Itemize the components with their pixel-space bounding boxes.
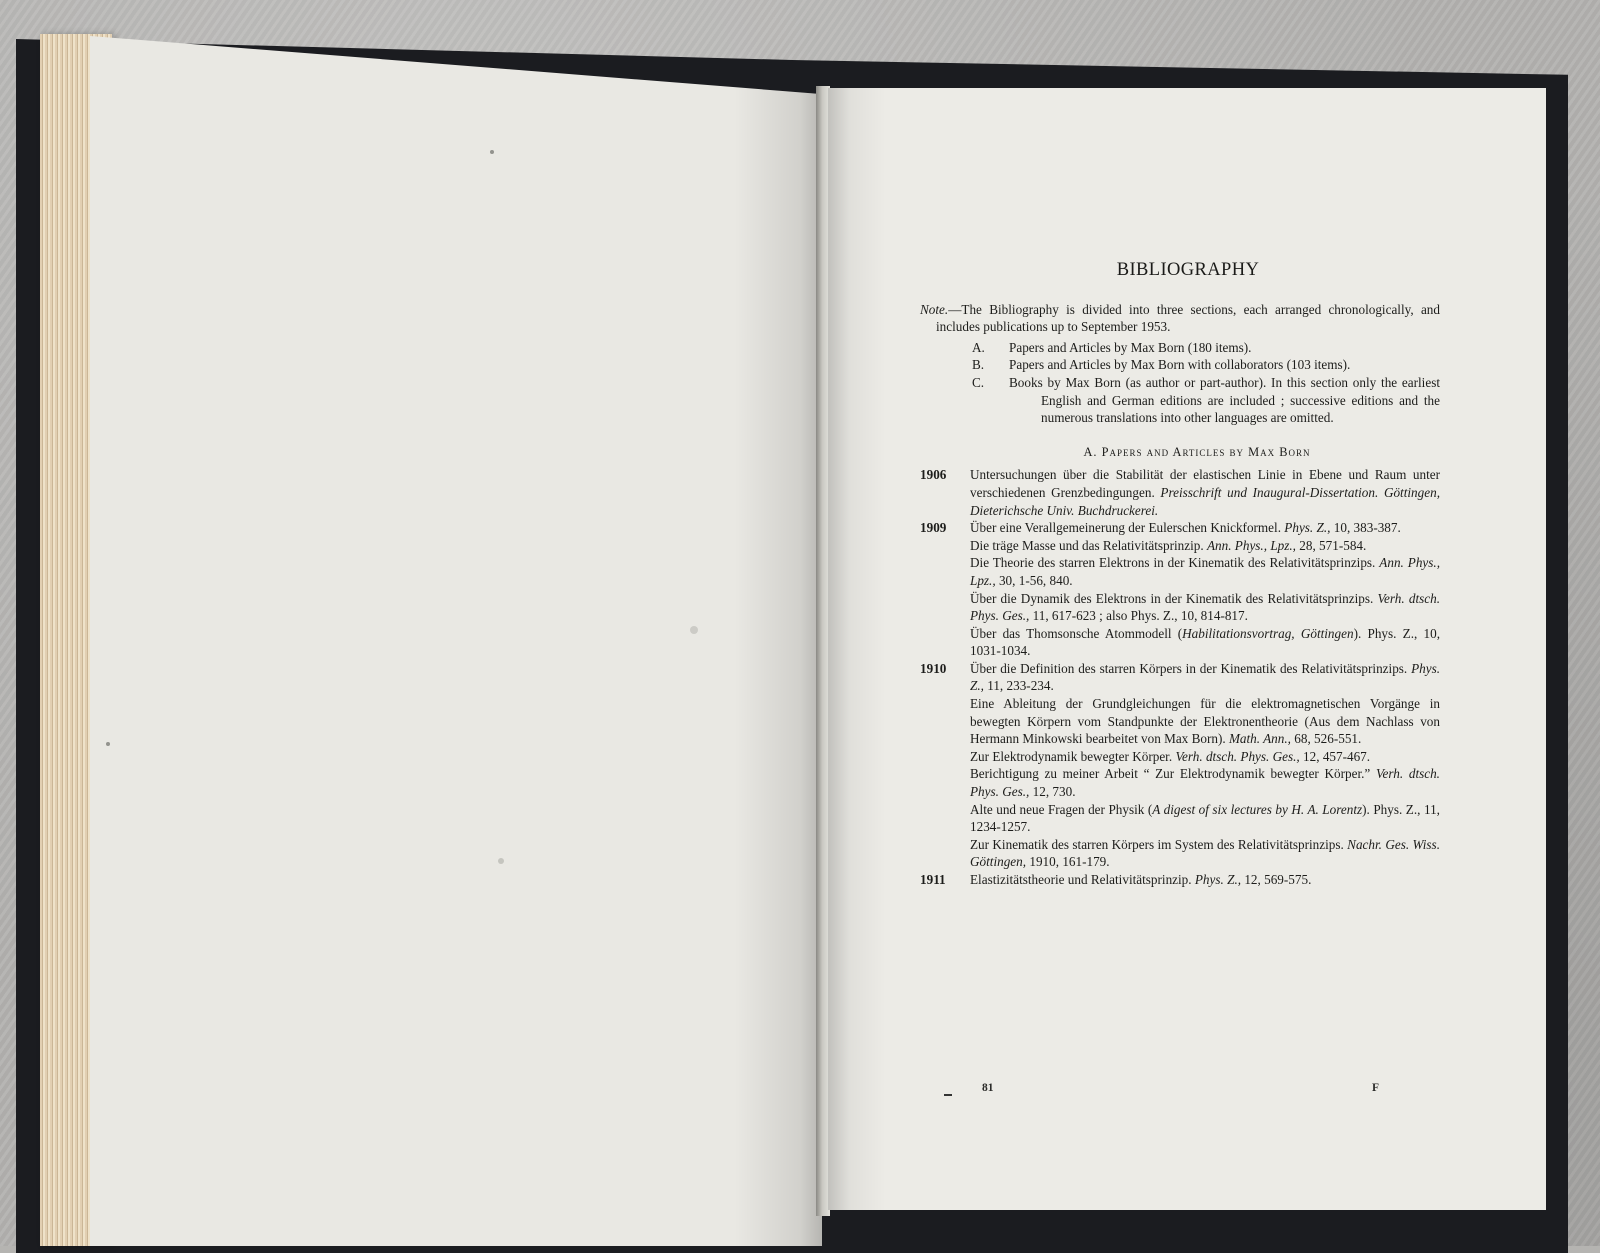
entry-references <box>970 871 1440 889</box>
reference-item <box>970 537 1440 555</box>
reference-item <box>970 836 1440 871</box>
reference-title: Elastizitätstheorie und Relativitätsprinzip. <box>970 872 1195 887</box>
entry-year: 1909 <box>920 520 947 536</box>
entry-references <box>970 660 1440 871</box>
section-text: Papers and Articles by Max Born with collaborators (103 items). <box>1009 357 1351 373</box>
year-group <box>920 660 1440 871</box>
paper-speck <box>490 150 494 154</box>
reference-source: Habilitationsvortrag, Göttingen <box>1182 625 1354 641</box>
reference-detail: 1910, 161-179. <box>1026 854 1110 870</box>
section-list <box>920 339 1440 427</box>
reference-title: Untersuchungen über die Stabilität der elastischen Linie in Ebene und Raum unter verschiedenen Grenzbedingungen. <box>970 467 1440 500</box>
reference-detail: 12, 730. <box>1029 784 1076 800</box>
reference-title: Über das Thomsonsche Atommodell ( <box>970 625 1183 641</box>
reference-source: Ann. Phys., Lpz., <box>970 555 1440 588</box>
year-group <box>920 871 1440 889</box>
section-item <box>972 339 1440 357</box>
reference-source: Verh. dtsch. Phys. Ges., <box>1175 748 1300 764</box>
reference-title: Eine Ableitung der Grundgleichungen für die elektromagnetischen Vorgänge in bewegten Körpern vom Standpunkte der Elektronentheorie (Aus dem Nachlass von Hermann Minkowski bearbeitet von Max Born). <box>970 696 1440 747</box>
page-title: BIBLIOGRAPHY <box>1116 260 1260 280</box>
entry-year: 1911 <box>920 872 946 887</box>
reference-detail: 28, 571-584. <box>1295 537 1367 553</box>
reference-item <box>970 519 1440 537</box>
reference-source: Math. Ann., <box>1228 731 1291 747</box>
reference-detail: 11, 233-234. <box>983 678 1054 694</box>
entry-references <box>970 466 1440 519</box>
section-item <box>972 356 1440 374</box>
reference-source: A digest of six lectures by H. A. Lorentz <box>1152 801 1363 817</box>
reference-source: Phys. Z., <box>1194 872 1242 887</box>
reference-detail: 12, 457-467. <box>1299 748 1371 764</box>
reference-detail: 11, 617-623 ; also Phys. Z., 10, 814-817. <box>1029 608 1248 624</box>
reference-item <box>970 590 1440 625</box>
reference-item <box>970 660 1440 695</box>
paper-speck <box>106 742 110 746</box>
reference-title: Die Theorie des starren Elektrons in der Kinematik des Relativitätsprinzips. <box>970 555 1380 571</box>
reference-title: Berichtigung zu meiner Arbeit “ Zur Elektrodynamik bewegter Körper.” <box>970 766 1376 782</box>
reference-item <box>970 748 1440 766</box>
paper-speck <box>498 858 504 864</box>
reference-item <box>970 871 1440 889</box>
reference-source: Phys. Z., <box>1284 520 1331 536</box>
reference-item <box>970 765 1440 800</box>
section-letter: B. <box>972 357 985 373</box>
reference-item <box>970 466 1440 519</box>
bibliography-entries <box>920 466 1440 888</box>
reference-title: Zur Elektrodynamik bewegter Körper. <box>970 748 1176 764</box>
reference-detail: 68, 526-551. <box>1290 731 1362 747</box>
entry-year: 1906 <box>920 467 947 483</box>
note-text: —The Bibliography is divided into three sections, each arranged chronologically, and includes publications up to September 1953. <box>936 301 1440 335</box>
year-group <box>920 519 1440 660</box>
reference-title: Über die Dynamik des Elektrons in der Kinematik des Relativitätsprinzips. <box>970 590 1378 606</box>
entry-references <box>970 519 1440 660</box>
left-page-blank <box>90 36 822 1246</box>
bibliography-note <box>920 301 1440 336</box>
note-label: Note. <box>920 301 949 317</box>
section-letter: C. <box>972 374 985 390</box>
reference-source: Preisschrift und Inaugural-Dissertation. Göttingen, Dieterichsche Univ. Buchdruckerei. <box>970 484 1440 518</box>
section-a-heading: A. Papers and Articles by Max Born <box>1083 444 1311 459</box>
entry-year: 1910 <box>920 660 947 676</box>
reference-title: Über eine Verallgemeinerung der Eulerschen Knickformel. <box>970 520 1285 536</box>
reference-item <box>970 554 1440 589</box>
section-item <box>972 374 1440 427</box>
paper-speck <box>690 626 698 634</box>
page-number: 81 <box>982 1082 994 1094</box>
reference-source: Ann. Phys., Lpz., <box>1206 537 1296 553</box>
reference-source: Verh. dtsch. Phys. Ges., <box>970 766 1440 800</box>
printer-signature: F <box>1372 1082 1380 1094</box>
reference-source: Verh. dtsch. Phys. Ges., <box>970 590 1440 624</box>
reference-title: Die träge Masse und das Relativitätsprinzip. <box>970 537 1207 553</box>
reference-item <box>970 625 1440 660</box>
reference-detail: 10, 383-387. <box>1330 520 1401 536</box>
reference-source: Phys. Z., <box>970 660 1440 694</box>
reference-title: Über die Definition des starren Körpers in der Kinematik des Relativitätsprinzips. <box>970 660 1412 676</box>
reference-detail: 12, 569-575. <box>1241 872 1312 887</box>
reference-detail: ). Phys. Z., 10, 1031-1034. <box>970 625 1440 659</box>
section-letter: A. <box>972 339 985 355</box>
reference-item <box>970 801 1440 836</box>
reference-title: Zur Kinematik des starren Körpers im System des Relativitätsprinzips. <box>970 836 1348 852</box>
section-text: Papers and Articles by Max Born (180 items). <box>1009 339 1252 355</box>
reference-title: Alte und neue Fragen der Physik ( <box>970 801 1153 817</box>
print-mark <box>944 1094 952 1096</box>
section-text: Books by Max Born (as author or part-author). In this section only the earliest English and German editions are included ; successive editions and the numerous translations into other languages are omitted. <box>1009 374 1440 426</box>
reference-item <box>970 695 1440 748</box>
reference-detail: 30, 1-56, 840. <box>995 572 1073 588</box>
reference-source: Nachr. Ges. Wiss. Göttingen, <box>970 836 1440 870</box>
bibliography-text <box>920 262 1440 889</box>
year-group <box>920 466 1440 519</box>
reference-detail: ). Phys. Z., 11, 1234-1257. <box>970 801 1440 835</box>
